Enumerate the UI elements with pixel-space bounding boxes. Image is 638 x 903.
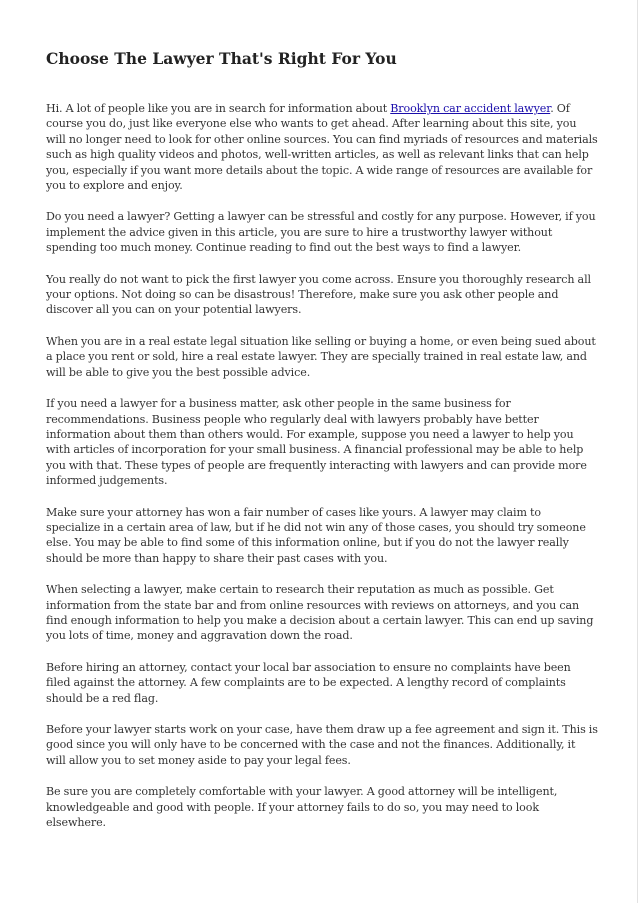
intro-text-after: . Of course you do, just like everyone else who wants to get ahead. After learning about this site, you will no longer need to look for other online sources. You can find myriads of resources and materials such as high quality videos and photos, well-written articles, as well as relevant links that can help you, especially if you want more details about the topic. A wide range of resources are available for you to explore and enjoy.: [46, 102, 598, 193]
paragraph: You really do not want to pick the first lawyer you come across. Ensure you thoroughly research all your options. Not doing so can be disastrous! Therefore, make sure you ask other people and discover all you can on your potential lawyers.: [46, 272, 591, 317]
paragraph: Be sure you are completely comfortable with your lawyer. A good attorney will be intelligent, knowledgeable and good with people. If your attorney fails to do so, you may need to look elsewhere.: [46, 785, 558, 830]
paragraph: When selecting a lawyer, make certain to research their reputation as much as possible. Get information from the state bar and from online resources with reviews on attorneys, and you can find enough information to help you make a decision about a certain lawyer. This can end up saving you lots of time, money and aggravation down the road.: [46, 583, 594, 643]
intro-text-before: Hi. A lot of people like you are in search for information about: [46, 102, 391, 115]
paragraph: If you need a lawyer for a business matter, ask other people in the same business for recommendations. Business people who regularly deal with lawyers probably have better information about them than others would. For example, suppose you need a lawyer to help you with articles of incorporation for your small business. A financial professional may be able to help you with that. These types of people are frequently interacting with lawyers and can provide more informed judgements.: [46, 397, 587, 488]
article-title: Choose The Lawyer That's Right For You: [46, 49, 397, 68]
paragraph: Make sure your attorney has won a fair number of cases like yours. A lawyer may claim to specialize in a certain area of law, but if he did not win any of those cases, you should try someone else. You may be able to find some of this information online, but if you do not the lawyer really should be more than happy to share their past cases with you.: [46, 505, 586, 565]
brooklyn-car-accident-lawyer-link[interactable]: Brooklyn car accident lawyer: [390, 102, 551, 115]
paragraph: Before your lawyer starts work on your case, have them draw up a fee agreement and sign it. This is good since you will only have to be concerned with the case and not the finances. Additionally, it will allow you to set money aside to pay your legal fees.: [46, 723, 598, 767]
paragraph: When you are in a real estate legal situation like selling or buying a home, or even being sued about a place you rent or sold, hire a real estate lawyer. They are specially trained in real estate law, and will be able to give you the best possible advice.: [46, 334, 596, 379]
paragraph: Do you need a lawyer? Getting a lawyer can be stressful and costly for any purpose. However, if you implement the advice given in this article, you are sure to hire a trustworthy lawyer without spending too much money. Continue reading to find out the best ways to find a lawyer.: [46, 210, 596, 255]
paragraph-intro: [46, 101, 598, 193]
paragraph: Before hiring an attorney, contact your local bar association to ensure no complaints have been filed against the attorney. A few complaints are to be expected. A lengthy record of complaints should be a red flag.: [46, 660, 571, 705]
article-body: [46, 48, 598, 846]
